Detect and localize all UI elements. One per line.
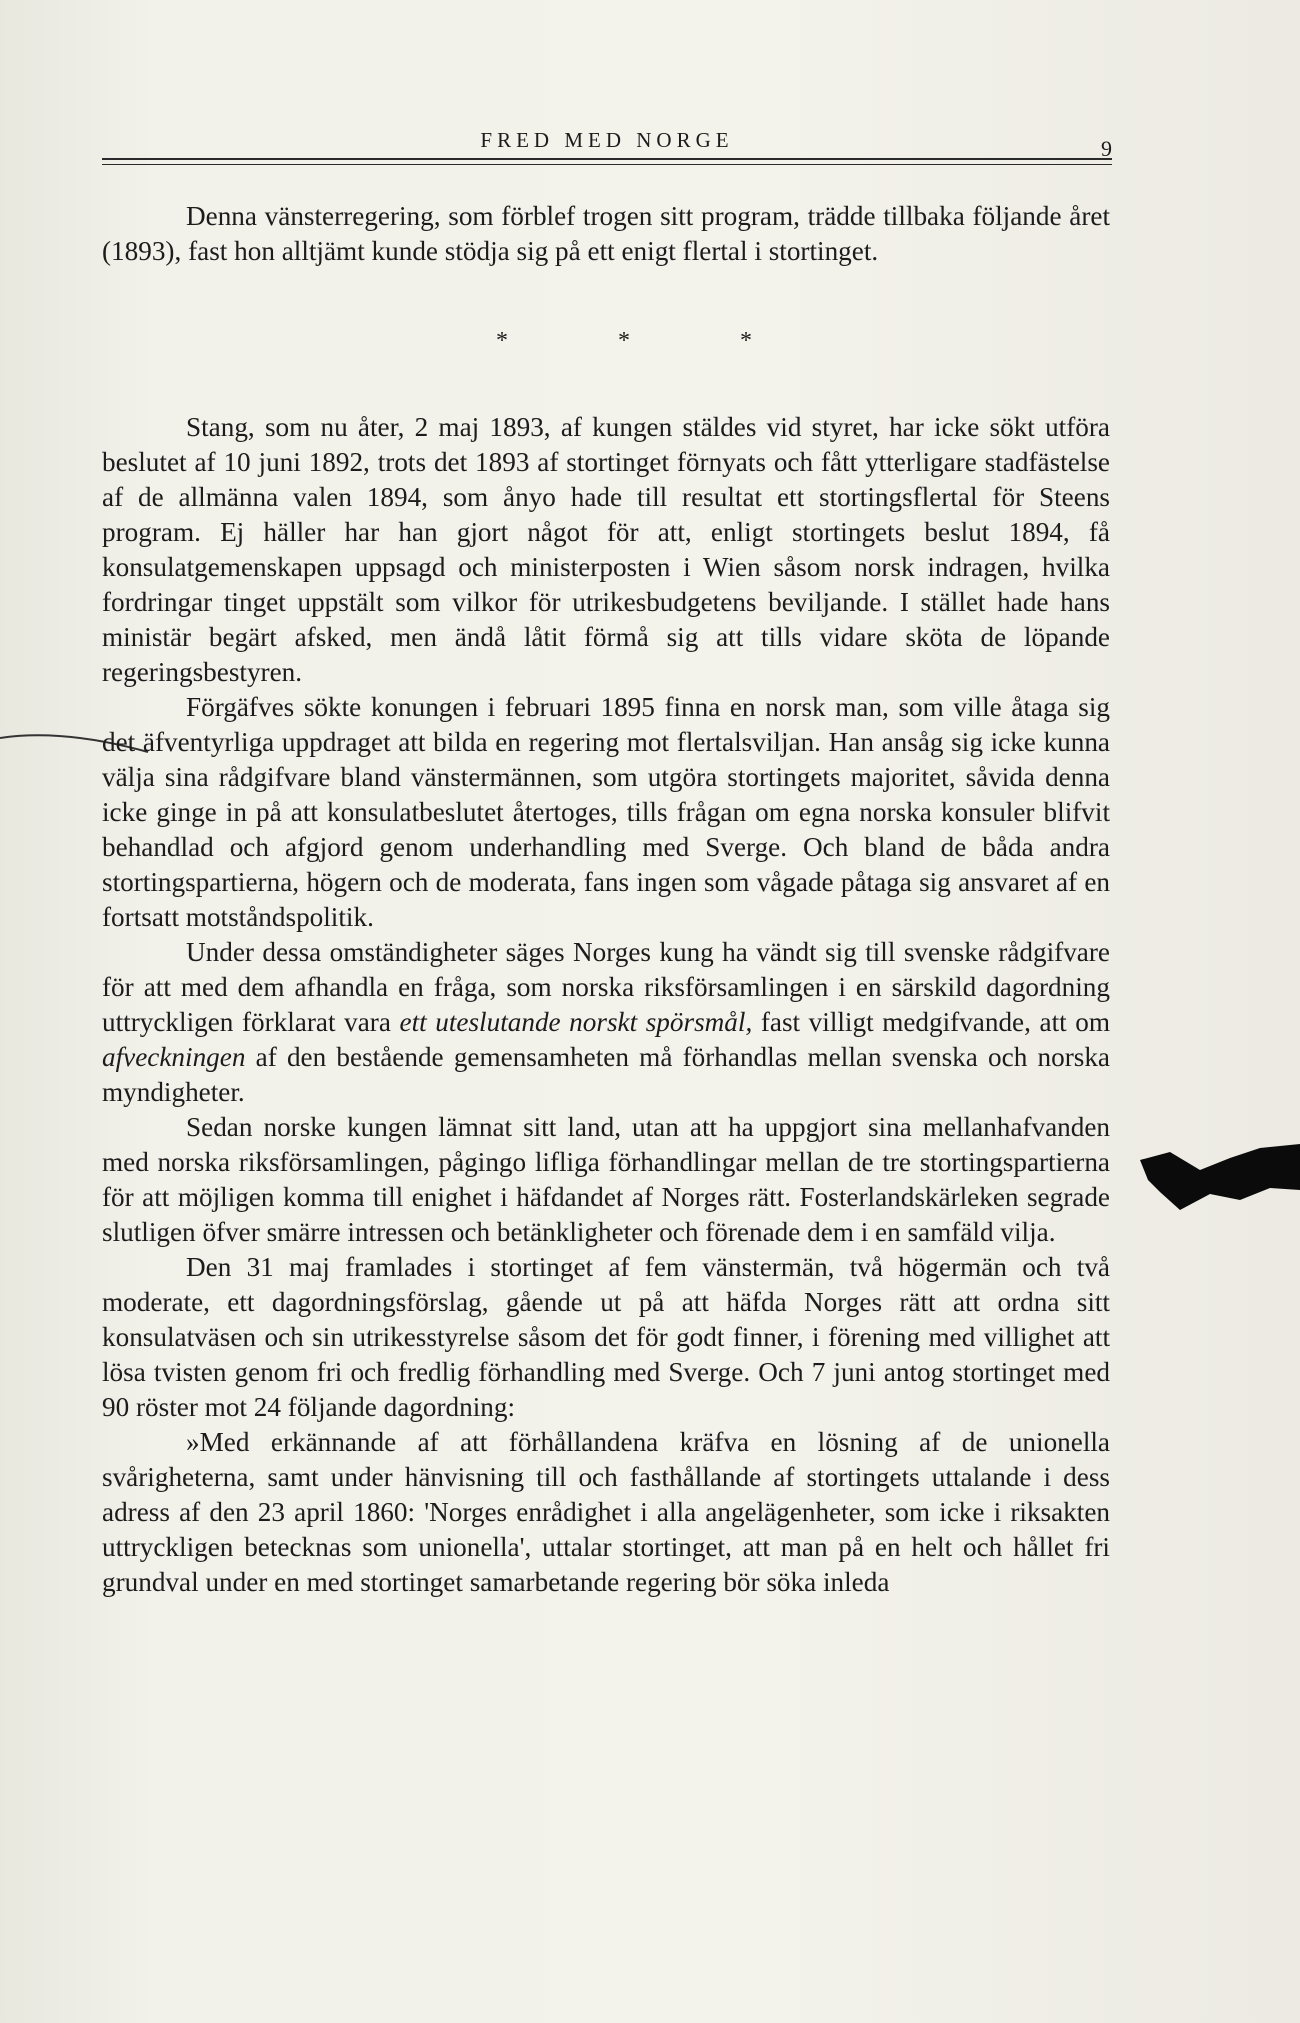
page-number: 9 — [1101, 136, 1112, 161]
running-title: FRED MED NORGE — [480, 128, 734, 152]
paragraph: Förgäfves sökte konungen i februari 1895 finna en norsk man, som ville åtaga sig det äfventyrliga uppdraget att bilda en regering mot flertalsviljan. Han ansåg sig icke kunna välja sina rådgifvare bland vänstermännen, som utgöra stortingets majoritet, såvida denna icke ginge in på att konsulatbeslutet återtoges, tills frågan om egna norska konsuler blifvit behandlad och afgjord genom underhandling med Sverge. Och bland de båda andra stortingspartierna, högern och de moderata, fans ingen som vågade påtaga sig ansvaret af en fortsatt motståndspolitik. — [102, 692, 1110, 932]
section-separator: * * * — [496, 328, 804, 354]
paragraph: »Med erkännande af att förhållandena kräfva en lösning af de unionella svårigheterna, samt under hänvisning till och fasthållande af stortingets uttalande i dess adress af den 23 april 1860: 'Norges enrådighet i alla angelägenheter, som icke i riksakten uttryckligen betecknas som unionella', uttalar stortinget, att man på en helt och hållet fri grundval under en med stortinget samarbetande regering bör söka inleda — [102, 1427, 1110, 1597]
paragraph: Den 31 maj framlades i stortinget af fem vänstermän, två högermän och två moderate, ett dagordningsförslag, gående ut på att häfda Norges rätt att ordna sitt konsulatväsen och sin utrikesstyrelse såsom det för godt finner, i förening med villighet att lösa tvisten genom fri och fredlig förhandling med Sverge. Och 7 juni antog stortinget med 90 röster mot 24 följande dagordning: — [102, 1252, 1110, 1422]
paragraph: Denna vänsterregering, som förblef trogen sitt program, trädde tillbaka följande året (1893), fast hon alltjämt kunde stödja sig på ett enigt flertal i stortinget. — [102, 201, 1110, 266]
paragraph-text: fast villigt medgifvande, att om — [752, 1007, 1111, 1037]
text-block-top — [102, 199, 1110, 269]
paragraph: Stang, som nu åter, 2 maj 1893, af kungen stäldes vid styret, har icke sökt utföra beslutet af 10 juni 1892, trots det 1893 af stortinget förnyats och fått ytterligare stadfästelse af de allmänna valen 1894, som ånyo hade till resultat ett stortingsflertal för Steens program. Ej häller har han gjort något för att, enligt stortingets beslut 1894, få konsulatgemenskapen uppsagd och ministerposten i Wien såsom norsk indragen, hvilka fordringar tinget uppstält som vilkor för utrikesbudgetens beviljande. I stället hade hans ministär begärt afsked, men ändå låtit förmå sig att tills vidare sköta de löpande regeringsbestyren. — [102, 412, 1110, 687]
emphasized-text: afveckningen — [102, 1042, 246, 1072]
paragraph: Sedan norske kungen lämnat sitt land, utan att ha uppgjort sina mellanhafvanden med norska riksförsamlingen, pågingo lifliga förhandlingar mellan de tre stortingspartierna för att möjligen komma till enighet i häfdandet af Norges rätt. Fosterlandskärleken segrade slutligen öfver smärre intressen och betänkligheter och förenade dem i en samfäld vilja. — [102, 1112, 1110, 1247]
page-header — [102, 128, 1112, 168]
paragraph-text: Under dessa omständigheter säges Norges kung ha vändt sig till svenske rådgifvare för att med dem afhandla en fråga, som norska riksförsamlingen i en särskild dagordning uttryckligen förklarat vara — [102, 937, 1110, 1037]
header-rule — [102, 158, 1112, 160]
emphasized-text: ett uteslutande norskt spörsmål, — [399, 1007, 753, 1037]
text-block-main — [102, 410, 1110, 1600]
paragraph-text: af den bestående gemensamheten må förhandlas mellan svenska och norska myndigheter. — [102, 1042, 1110, 1107]
header-rule-thin — [102, 164, 1112, 165]
paragraph — [102, 935, 1110, 1110]
page-tear-damage — [1140, 1130, 1300, 1220]
